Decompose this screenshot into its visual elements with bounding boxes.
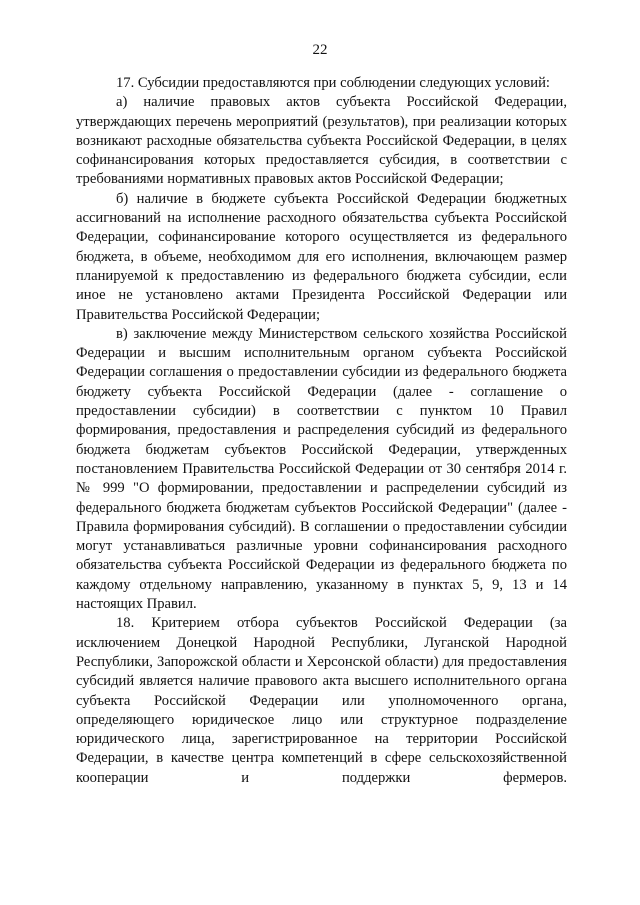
paragraph-18: 18. Критерием отбора субъектов Российской Федерации (за исключением Донецкой Народной Республики, Луганской Народной Республики, Запорожской области и Херсонской области) для предоставления субсидий является наличие правового акта высшего исполнительного органа субъекта Российской Федерации или уполномоченного органа, определяющего юридическое лицо или структурное подразделение юридического лица, зарегистрированное на территории Российской Федерации, в качестве центра компетенций в сфере сельскохозяйственной кооперации и поддержки фермеров.	[76, 615, 567, 786]
paragraph-17-b: б) наличие в бюджете субъекта Российской Федерации бюджетных ассигнований на исполнение расходного обязательства субъекта Российской Федерации, софинансирование которого осуществляется из федерального бюджета, в объеме, необходимом для его исполнения, включающем размер планируемой к предоставлению из федерального бюджета субсидии, если иное не установлено актами Президента Российской Федерации или Правительства Российской Федерации;	[76, 190, 567, 323]
paragraph-17-v: в) заключение между Министерством сельского хозяйства Российской Федерации и высшим исполнительным органом субъекта Российской Федерации соглашения о предоставлении субсидии из федерального бюджета бюджету субъекта Российской Федерации (далее - соглашение о предоставлении субсидии) в соответствии с пунктом 10 Правил формирования, предоставления и распределения субсидий из федерального бюджета бюджетам субъектов Российской Федерации, утвержденных постановлением Правительства Российской Федерации от 30 сентября 2014 г. № 999 "О формировании, предоставлении и распределении субсидий из федерального бюджета бюджетам субъектов Российской Федерации" (далее - Правила формирования субсидий). В соглашении о предоставлении субсидии могут устанавливаться различные уровни софинансирования расходного обязательства субъекта Российской Федерации из федерального бюджета по каждому отдельному направлению, указанному в пунктах 5, 9, 13 и 14 настоящих Правил.	[76, 325, 567, 613]
paragraph-17-intro: 17. Субсидии предоставляются при соблюдении следующих условий:	[116, 75, 550, 91]
document-body	[76, 74, 567, 788]
page-number: 22	[312, 42, 328, 58]
paragraph-17-a: а) наличие правовых актов субъекта Российской Федерации, утверждающих перечень мероприятий (результатов), при реализации которых возникают расходные обязательства субъекта Российской Федерации, в целях софинансирования которых предоставляется субсидия, в соответствии с требованиями нормативных правовых актов Российской Федерации;	[76, 94, 567, 188]
